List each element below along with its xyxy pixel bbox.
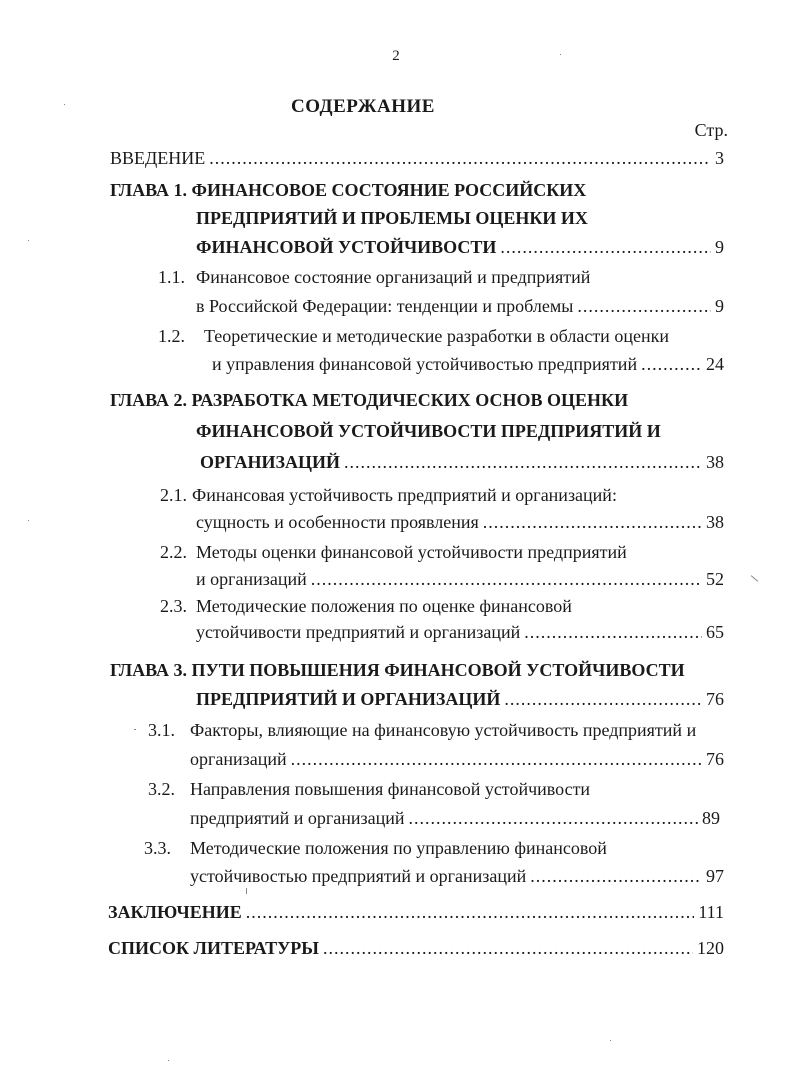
leader-dots bbox=[344, 452, 702, 473]
chapter2-heading-line3: ОРГАНИЗАЦИЙ bbox=[200, 452, 340, 472]
conclusion-label: ЗАКЛЮЧЕНИЕ bbox=[108, 902, 242, 922]
leader-dots bbox=[530, 866, 702, 887]
toc-entry-3-1[interactable] bbox=[190, 749, 724, 770]
toc-entry-label: ВВЕДЕНИЕ bbox=[110, 148, 206, 168]
section-number: 2.1. bbox=[160, 485, 187, 505]
toc-entry-page: 111 bbox=[698, 902, 724, 922]
leader-dots bbox=[246, 902, 695, 923]
toc-entry-references[interactable] bbox=[108, 938, 724, 959]
leader-dots bbox=[409, 808, 699, 829]
leader-dots bbox=[311, 569, 702, 590]
toc-entry-page: 89 bbox=[702, 808, 720, 828]
toc-entry-page: 76 bbox=[706, 689, 724, 709]
section-1-1-line2: в Российской Федерации: тенденции и проблемы bbox=[196, 296, 574, 316]
section-2-3-line1[interactable]: Методические положения по оценке финансовой bbox=[196, 596, 572, 616]
toc-entry-2-2[interactable] bbox=[196, 569, 724, 590]
section-2-2-line1[interactable]: Методы оценки финансовой устойчивости предприятий bbox=[196, 542, 627, 562]
section-3-3-line1[interactable]: Методические положения по управлению финансовой bbox=[190, 838, 607, 858]
page-title: СОДЕРЖАНИЕ bbox=[291, 96, 435, 117]
scan-speck bbox=[28, 520, 29, 521]
page-number: 2 bbox=[392, 48, 400, 64]
chapter1-heading-line1[interactable]: ГЛАВА 1. ФИНАНСОВОЕ СОСТОЯНИЕ РОССИЙСКИХ bbox=[110, 180, 587, 200]
toc-entry-page: 24 bbox=[706, 354, 724, 374]
section-2-1-line1[interactable]: Финансовая устойчивость предприятий и организаций: bbox=[192, 485, 617, 505]
scan-speck bbox=[560, 54, 561, 55]
scan-speck bbox=[64, 104, 65, 105]
section-2-3-line2: устойчивости предприятий и организаций bbox=[196, 622, 521, 642]
toc-entry-page: 38 bbox=[706, 452, 724, 472]
toc-entry-chapter3[interactable] bbox=[196, 689, 724, 710]
toc-entry-page: 38 bbox=[706, 512, 724, 532]
toc-entry-page: 3 bbox=[715, 148, 724, 168]
scan-speck bbox=[610, 1040, 611, 1041]
section-number: 3.2. bbox=[148, 779, 175, 799]
section-number: 1.2. bbox=[158, 326, 185, 346]
toc-entry-3-3[interactable] bbox=[190, 866, 724, 887]
section-3-3-line2: устойчивостью предприятий и организаций bbox=[190, 866, 527, 886]
chapter3-heading-line2: ПРЕДПРИЯТИЙ И ОРГАНИЗАЦИЙ bbox=[196, 689, 501, 709]
toc-entry-page: 9 bbox=[715, 296, 724, 316]
chapter2-heading-line2[interactable]: ФИНАНСОВОЙ УСТОЙЧИВОСТИ ПРЕДПРИЯТИЙ И bbox=[196, 421, 661, 441]
section-2-1-line2: сущность и особенности проявления bbox=[196, 512, 479, 532]
toc-entry-page: 65 bbox=[706, 622, 724, 642]
toc-entry-3-2[interactable] bbox=[190, 808, 720, 829]
toc-entry-intro[interactable] bbox=[110, 148, 724, 169]
leader-dots bbox=[323, 938, 693, 959]
section-3-1-line2: организаций bbox=[190, 749, 287, 769]
toc-entry-page: 120 bbox=[697, 938, 724, 958]
section-3-2-line2: предприятий и организаций bbox=[190, 808, 405, 828]
leader-dots bbox=[524, 622, 702, 643]
section-number: 1.1. bbox=[158, 267, 185, 287]
leader-dots bbox=[500, 237, 711, 258]
section-3-2-line1[interactable]: Направления повышения финансовой устойчивости bbox=[190, 779, 591, 799]
section-1-2-line2: и управления финансовой устойчивостью предприятий bbox=[212, 354, 638, 374]
toc-entry-2-1[interactable] bbox=[196, 512, 724, 533]
scan-speck bbox=[246, 888, 247, 894]
scan-speck bbox=[28, 240, 29, 241]
chapter1-heading-line3: ФИНАНСОВОЙ УСТОЙЧИВОСТИ bbox=[196, 237, 497, 257]
leader-dots bbox=[209, 148, 711, 169]
toc-entry-conclusion[interactable] bbox=[108, 902, 724, 923]
scan-speck bbox=[168, 1060, 169, 1061]
section-1-2-line1[interactable]: Теоретические и методические разработки в области оценки bbox=[204, 326, 669, 346]
toc-entry-1-2[interactable] bbox=[212, 354, 724, 375]
section-2-2-line2: и организаций bbox=[196, 569, 307, 589]
toc-entry-page: 76 bbox=[706, 749, 724, 769]
toc-entry-chapter1[interactable] bbox=[196, 237, 724, 258]
chapter1-heading-line2[interactable]: ПРЕДПРИЯТИЙ И ПРОБЛЕМЫ ОЦЕНКИ ИХ bbox=[196, 208, 588, 228]
leader-dots bbox=[504, 689, 702, 710]
section-number: 3.3. bbox=[144, 838, 171, 858]
toc-entry-page: 9 bbox=[715, 237, 724, 257]
section-number: 3.1. bbox=[148, 720, 175, 740]
leader-dots bbox=[577, 296, 711, 317]
leader-dots bbox=[641, 354, 702, 375]
page-column-label: Стр. bbox=[694, 120, 728, 140]
section-3-1-line1[interactable]: Факторы, влияющие на финансовую устойчивость предприятий и bbox=[190, 720, 697, 740]
section-1-1-line1[interactable]: Финансовое состояние организаций и предприятий bbox=[196, 267, 591, 287]
section-number: 2.3. bbox=[160, 596, 187, 616]
scan-speck bbox=[751, 575, 759, 582]
leader-dots bbox=[483, 512, 702, 533]
toc-entry-page: 97 bbox=[706, 866, 724, 886]
toc-entry-1-1[interactable] bbox=[196, 296, 724, 317]
toc-entry-2-3[interactable] bbox=[196, 622, 724, 643]
toc-entry-page: 52 bbox=[706, 569, 724, 589]
references-label: СПИСОК ЛИТЕРАТУРЫ bbox=[108, 938, 319, 958]
chapter2-heading-line1[interactable]: ГЛАВА 2. РАЗРАБОТКА МЕТОДИЧЕСКИХ ОСНОВ ОЦЕНКИ bbox=[110, 390, 629, 410]
chapter3-heading-line1[interactable]: ГЛАВА 3. ПУТИ ПОВЫШЕНИЯ ФИНАНСОВОЙ УСТОЙЧИВОСТИ bbox=[110, 660, 685, 680]
leader-dots bbox=[291, 749, 702, 770]
scan-speck bbox=[134, 729, 136, 730]
section-number: 2.2. bbox=[160, 542, 187, 562]
toc-entry-chapter2[interactable] bbox=[200, 452, 724, 473]
